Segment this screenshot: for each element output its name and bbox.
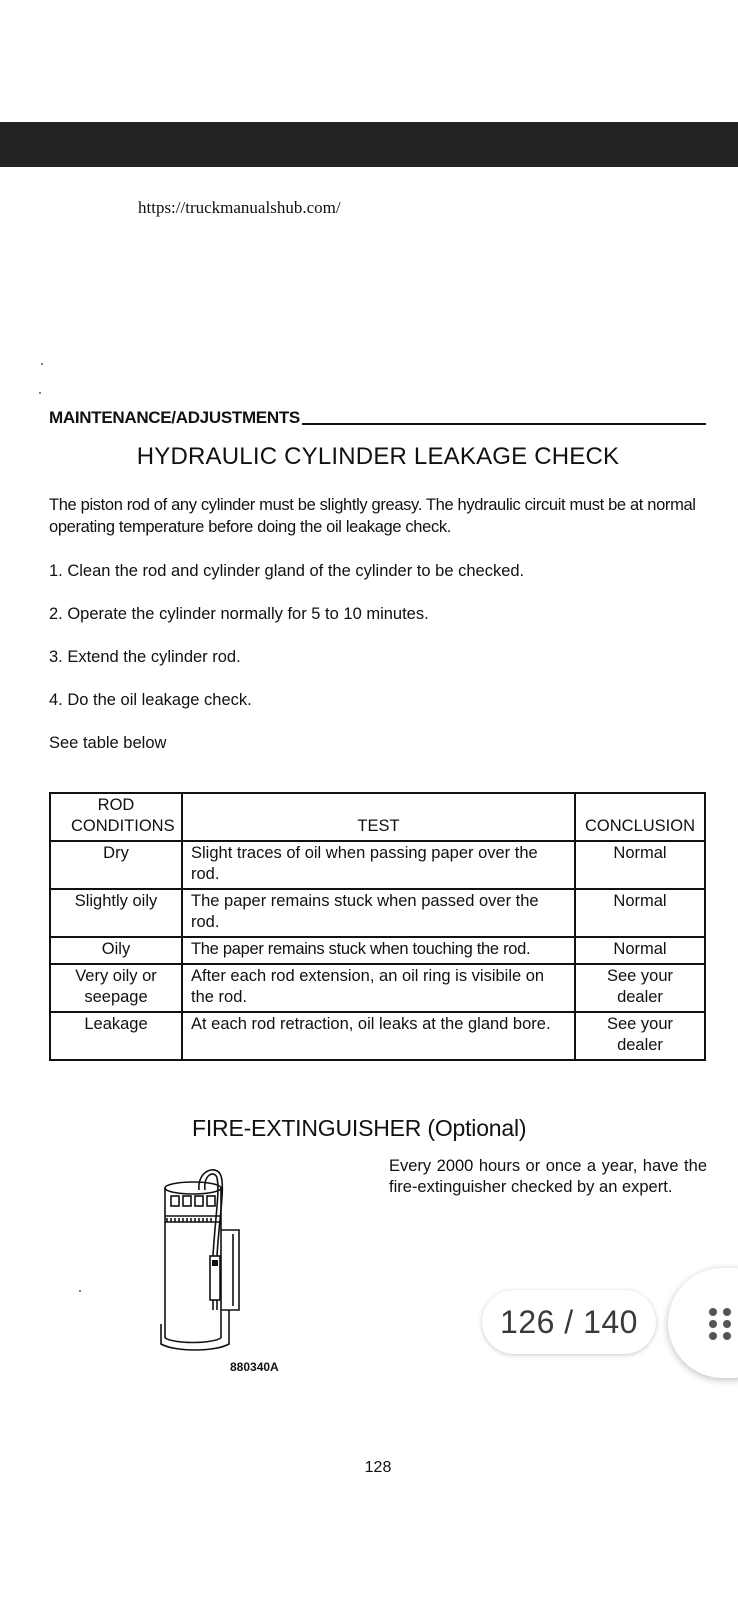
viewer-top-bar bbox=[0, 122, 738, 167]
header-conclusion: CONCLUSION bbox=[575, 793, 705, 841]
step-2: 2. Operate the cylinder normally for 5 to 10 minutes. bbox=[49, 605, 429, 623]
intro-paragraph: The piston rod of any cylinder must be slightly greasy. The hydraulic circuit must be at normal operating temperature before doing the oil leakage check. bbox=[49, 496, 696, 536]
cell-test: At each rod retraction, oil leaks at the gland bore. bbox=[182, 1012, 575, 1060]
page-indicator-text: 126 / 140 bbox=[500, 1303, 638, 1340]
page-title: HYDRAULIC CYLINDER LEAKAGE CHECK bbox=[136, 443, 620, 470]
page-indicator[interactable] bbox=[482, 1290, 656, 1354]
cell-test: Slight traces of oil when passing paper over the rod. bbox=[182, 841, 575, 889]
cell-conclusion: See your dealer bbox=[575, 1012, 705, 1060]
source-url: https://truckmanualshub.com/ bbox=[138, 198, 341, 217]
section-header-rule bbox=[302, 423, 706, 425]
cell-condition: Leakage bbox=[50, 1012, 182, 1060]
fire-extinguisher-text: Every 2000 hours or once a year, have the fire-extinguisher checked by an expert. bbox=[389, 1157, 707, 1196]
table-header-row bbox=[50, 793, 705, 841]
header-test: TEST bbox=[182, 793, 575, 841]
cell-test: After each rod extension, an oil ring is visibile on the rod. bbox=[182, 964, 575, 1012]
table-row bbox=[50, 964, 705, 1012]
section-header bbox=[49, 408, 706, 428]
cell-condition: Slightly oily bbox=[50, 889, 182, 937]
cell-conclusion: Normal bbox=[575, 841, 705, 889]
header-rod-conditions bbox=[50, 793, 182, 841]
fire-extinguisher-title: FIRE-EXTINGUISHER (Optional) bbox=[192, 1115, 527, 1141]
step-4: 4. Do the oil leakage check. bbox=[49, 691, 252, 709]
see-table-note: See table below bbox=[49, 734, 167, 752]
cell-condition: Oily bbox=[50, 937, 182, 964]
cell-conclusion: Normal bbox=[575, 937, 705, 964]
cell-conclusion: Normal bbox=[575, 889, 705, 937]
document-page-number: 128 bbox=[364, 1459, 392, 1476]
cell-test: The paper remains stuck when touching the rod. bbox=[182, 937, 575, 964]
figure-label: 880340A bbox=[230, 1360, 279, 1374]
header-rod-conditions-text: ROD CONDITIONS bbox=[71, 796, 175, 835]
section-header-text: MAINTENANCE/ADJUSTMENTS bbox=[49, 408, 300, 427]
cell-condition: Very oily or seepage bbox=[50, 964, 182, 1012]
cell-conclusion: See your dealer bbox=[575, 964, 705, 1012]
step-3: 3. Extend the cylinder rod. bbox=[49, 648, 241, 666]
cell-test: The paper remains stuck when passed over the rod. bbox=[182, 889, 575, 937]
table-row bbox=[50, 841, 705, 889]
grip-dots-icon bbox=[708, 1306, 732, 1342]
scan-speck bbox=[39, 392, 41, 394]
scan-speck bbox=[41, 363, 43, 365]
cell-condition: Dry bbox=[50, 841, 182, 889]
table-row bbox=[50, 889, 705, 937]
leakage-table bbox=[49, 792, 706, 1061]
viewer-menu-button[interactable] bbox=[668, 1268, 738, 1378]
table-row bbox=[50, 937, 705, 964]
scan-speck bbox=[79, 1290, 81, 1292]
fire-extinguisher-illustration bbox=[155, 1160, 265, 1360]
table-row bbox=[50, 1012, 705, 1060]
step-1: 1. Clean the rod and cylinder gland of the cylinder to be checked. bbox=[49, 562, 525, 580]
